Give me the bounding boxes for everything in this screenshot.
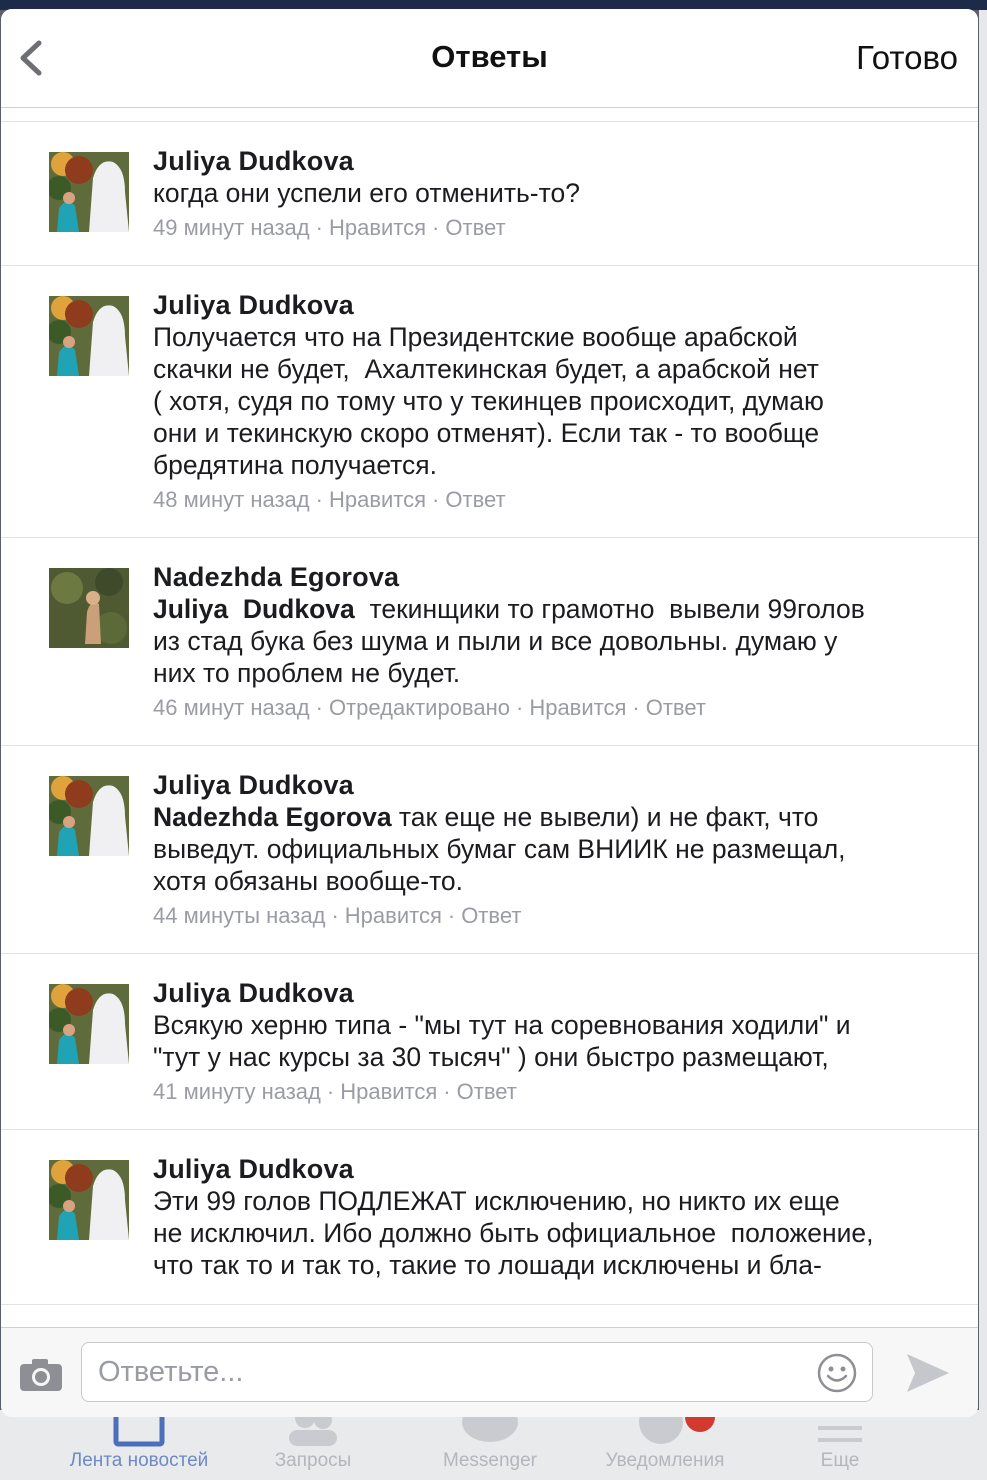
comment-meta	[153, 214, 938, 242]
reply-link[interactable]: Ответ	[456, 1079, 517, 1104]
tab-label: Уведомления	[605, 1450, 725, 1471]
replies-sheet	[1, 9, 978, 1417]
like-link[interactable]: Нравится	[529, 695, 627, 720]
send-icon	[905, 1352, 951, 1394]
tab-label: Messenger	[443, 1450, 537, 1471]
comment-meta	[153, 902, 938, 930]
tab-label: Запросы	[274, 1450, 352, 1471]
comment-author[interactable]: Juliya Dudkova	[153, 770, 354, 800]
comment	[1, 1130, 978, 1305]
comment-text	[153, 1009, 938, 1073]
comment-author[interactable]: Juliya Dudkova	[153, 1154, 354, 1184]
comment-text	[153, 801, 938, 897]
comment-text	[153, 593, 938, 689]
edited-label[interactable]: Отредактировано	[328, 695, 510, 720]
comment-body: так еще не вывели) и не факт, что выведут. официальных бумаг сам ВНИИК не размещал, хотя обязаны вообще-то.	[153, 802, 846, 896]
comment-body: когда они успели его отменить-то?	[153, 178, 580, 208]
tab-requests[interactable]	[233, 1410, 393, 1480]
comment-body: Всякую херню типа - "мы тут на соревнования ходили" и "тут у нас курсы за 30 тысяч" ) они быстро размещают,	[153, 1010, 851, 1072]
comment-body: Получается что на Президентские вообще арабской скачки не будет, Ахалтекинская будет, а арабской нет ( хотя, судя по тому что у текинцев происходит, думаю они и текинскую скоро отменят). Если так - то вообще бредятина получается.	[153, 322, 824, 480]
more-icon	[815, 1416, 865, 1448]
comment-author[interactable]: Nadezhda Egorova	[153, 562, 400, 592]
page-title: Ответы	[431, 39, 548, 74]
avatar[interactable]	[49, 296, 129, 376]
like-link[interactable]: Нравится	[340, 1079, 438, 1104]
comment-meta	[153, 694, 938, 722]
emoji-button[interactable]	[817, 1353, 857, 1393]
reply-input[interactable]	[81, 1342, 873, 1402]
sheet-header	[1, 9, 978, 108]
like-link[interactable]: Нравится	[344, 903, 442, 928]
bottom-tab-bar	[0, 1410, 987, 1480]
camera-icon	[19, 1358, 63, 1392]
comments-list[interactable]	[1, 121, 978, 1328]
like-link[interactable]: Нравится	[328, 215, 427, 240]
comment	[1, 266, 978, 538]
separator-dot: ·	[432, 487, 440, 512]
comment	[1, 746, 978, 954]
reply-link[interactable]: Ответ	[461, 903, 522, 928]
user-photo-icon	[49, 776, 129, 856]
comment-text	[153, 177, 938, 209]
smiley-icon	[817, 1353, 857, 1393]
comment-time[interactable]: 48 минут назад	[153, 487, 310, 512]
comment-time[interactable]: 46 минут назад	[153, 695, 310, 720]
comment-meta	[153, 1078, 938, 1106]
avatar[interactable]	[49, 776, 129, 856]
tab-more[interactable]	[780, 1410, 900, 1480]
tab-label: Лента новостей	[69, 1450, 209, 1471]
comment	[1, 122, 978, 266]
friend-requests-icon	[283, 1416, 343, 1448]
comment-mention[interactable]: Juliya Dudkova	[153, 594, 355, 624]
reply-link[interactable]: Ответ	[645, 695, 706, 720]
separator-dot: ·	[516, 695, 524, 720]
avatar[interactable]	[49, 568, 129, 648]
tab-notifications[interactable]	[585, 1410, 745, 1480]
separator-dot: ·	[331, 903, 339, 928]
comment-text	[153, 321, 938, 481]
separator-dot: ·	[432, 215, 440, 240]
separator-dot: ·	[443, 1079, 451, 1104]
avatar[interactable]	[49, 152, 129, 232]
separator-dot: ·	[326, 1079, 335, 1104]
user-photo-icon	[49, 1160, 129, 1240]
user-photo-icon	[49, 984, 129, 1064]
comment-author[interactable]: Juliya Dudkova	[153, 978, 354, 1008]
done-button[interactable]: Готово	[856, 39, 958, 76]
tab-label: Еще	[820, 1450, 860, 1471]
separator-dot: ·	[315, 215, 323, 240]
like-link[interactable]: Нравится	[328, 487, 427, 512]
user-photo-icon	[49, 568, 129, 648]
comment-meta	[153, 486, 938, 514]
separator-dot: ·	[632, 695, 640, 720]
separator-dot: ·	[447, 903, 456, 928]
tab-news-feed[interactable]	[45, 1410, 233, 1480]
background-page-edge	[979, 10, 987, 1410]
user-photo-icon	[49, 152, 129, 232]
separator-dot: ·	[315, 487, 323, 512]
comment	[1, 954, 978, 1130]
camera-button[interactable]	[19, 1358, 63, 1392]
send-button[interactable]	[905, 1352, 951, 1394]
comment-body: Эти 99 голов ПОДЛЕЖАТ исключению, но никто их еще не исключил. Ибо должно быть официальное положение, что так то и так то, такие то лошади исключены и бла-	[153, 1186, 874, 1280]
reply-link[interactable]: Ответ	[445, 487, 506, 512]
comment-time[interactable]: 44 минуты назад	[153, 903, 326, 928]
reply-composer	[1, 1327, 978, 1417]
news-feed-icon	[111, 1416, 167, 1448]
comment-mention[interactable]: Nadezhda Egorova	[153, 802, 392, 832]
comment-time[interactable]: 49 минут назад	[153, 215, 310, 240]
avatar[interactable]	[49, 1160, 129, 1240]
comment-time[interactable]: 41 минуту назад	[153, 1079, 321, 1104]
comment-author[interactable]: Juliya Dudkova	[153, 146, 354, 176]
comment-body: текинщики то грамотно вывели 99голов из стад бука без шума и пыли и все довольны. думаю у них то проблем не будет.	[153, 594, 865, 688]
separator-dot: ·	[315, 695, 323, 720]
comment-text	[153, 1185, 938, 1281]
tab-messenger[interactable]	[410, 1410, 570, 1480]
user-photo-icon	[49, 296, 129, 376]
comment-author[interactable]: Juliya Dudkova	[153, 290, 354, 320]
messenger-icon	[460, 1416, 520, 1448]
avatar[interactable]	[49, 984, 129, 1064]
comment	[1, 538, 978, 746]
reply-link[interactable]: Ответ	[445, 215, 506, 240]
